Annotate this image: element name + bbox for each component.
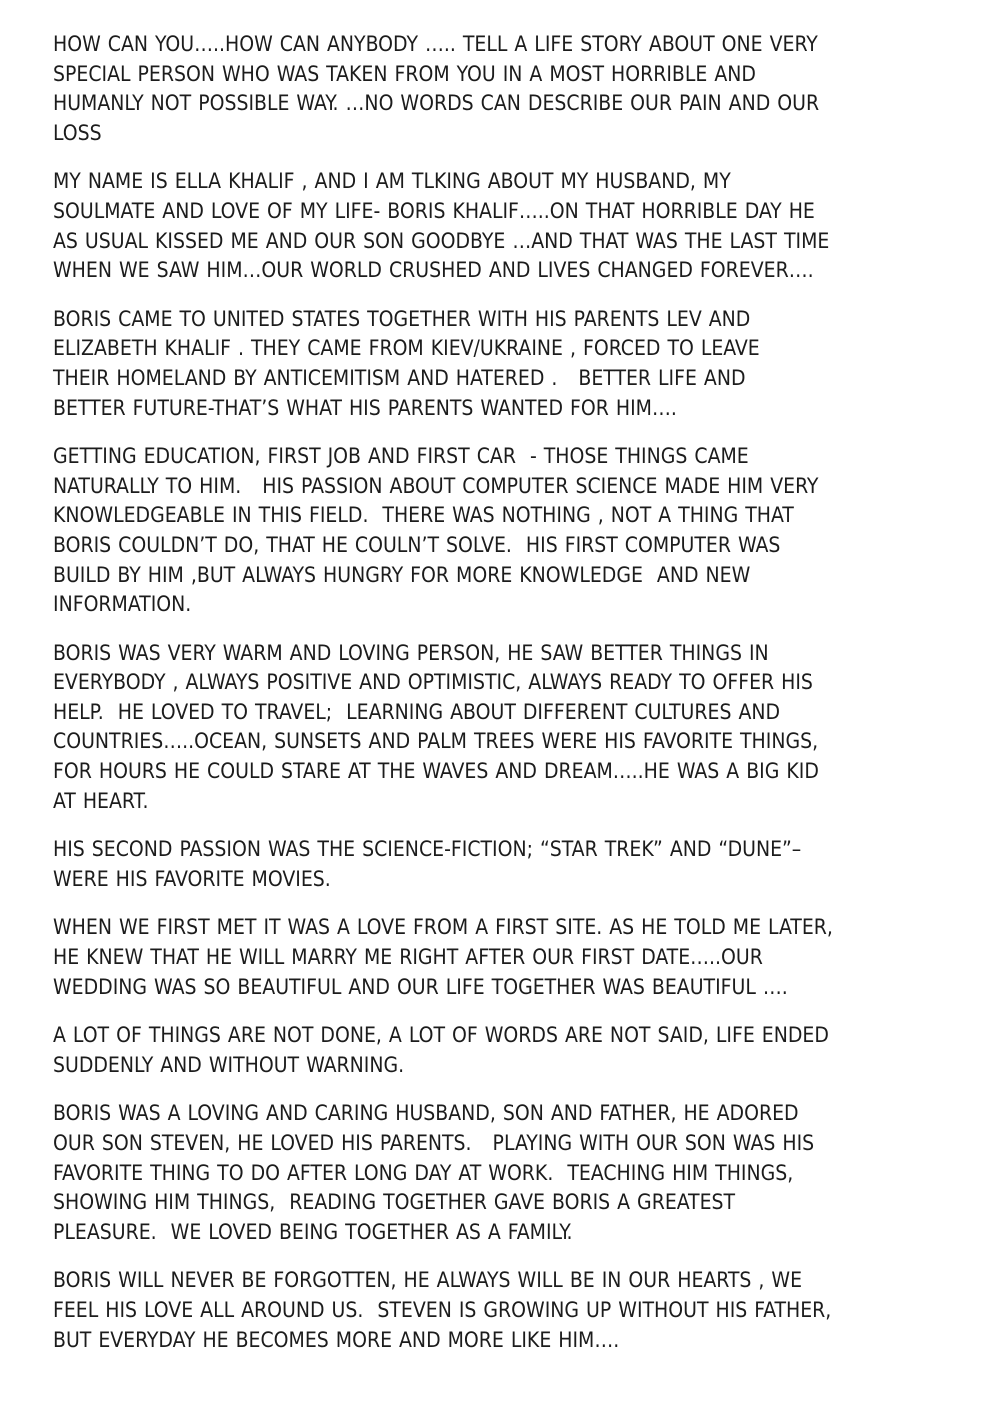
paragraph — [53, 1266, 973, 1355]
text-line: INFORMATION. — [53, 592, 192, 617]
text-line: EVERYBODY , ALWAYS POSITIVE AND OPTIMISTIC, ALWAYS READY TO OFFER HIS — [53, 670, 813, 695]
text-line: KNOWLEDGEABLE IN THIS FIELD. THERE WAS NOTHING , NOT A THING THAT — [53, 503, 794, 528]
text-line: GETTING EDUCATION, FIRST JOB AND FIRST CAR - THOSE THINGS CAME — [53, 444, 749, 469]
text-line: WEDDING WAS SO BEAUTIFUL AND OUR LIFE TOGETHER WAS BEAUTIFUL …. — [53, 974, 788, 999]
text-line: HUMANLY NOT POSSIBLE WAY. …NO WORDS CAN DESCRIBE OUR PAIN AND OUR — [53, 91, 820, 116]
text-line: THEIR HOMELAND BY ANTICEMITISM AND HATERED . BETTER LIFE AND — [53, 365, 746, 390]
text-line: BORIS WILL NEVER BE FORGOTTEN, HE ALWAYS WILL BE IN OUR HEARTS , WE — [53, 1268, 803, 1293]
text-line: SHOWING HIM THINGS, READING TOGETHER GAVE BORIS A GREATEST — [53, 1190, 736, 1215]
paragraph — [53, 913, 973, 1002]
text-line: AS USUAL KISSED ME AND OUR SON GOODBYE …AND THAT WAS THE LAST TIME — [53, 228, 830, 253]
text-line: AT HEART. — [53, 788, 149, 813]
text-line: BUT EVERYDAY HE BECOMES MORE AND MORE LIKE HIM…. — [53, 1327, 620, 1352]
text-line: BETTER FUTURE-THAT’S WHAT HIS PARENTS WANTED FOR HIM…. — [53, 395, 677, 420]
text-line: HOW CAN YOU…..HOW CAN ANYBODY ….. TELL A LIFE STORY ABOUT ONE VERY — [53, 32, 818, 56]
text-line: SPECIAL PERSON WHO WAS TAKEN FROM YOU IN A MOST HORRIBLE AND — [53, 61, 756, 86]
text-line: BORIS WAS VERY WARM AND LOVING PERSON, HE SAW BETTER THINGS IN — [53, 640, 769, 665]
text-line: HELP. HE LOVED TO TRAVEL; LEARNING ABOUT DIFFERENT CULTURES AND — [53, 699, 781, 724]
text-line: BORIS WAS A LOVING AND CARING HUSBAND, SON AND FATHER, HE ADORED — [53, 1101, 799, 1126]
paragraph — [53, 305, 973, 423]
text-line: LOSS — [53, 120, 102, 145]
paragraph — [53, 835, 973, 894]
text-line: BORIS COULDN’T DO, THAT HE COULN’T SOLVE. HIS FIRST COMPUTER WAS — [53, 532, 781, 557]
text-line: SUDDENLY AND WITHOUT WARNING. — [53, 1052, 405, 1077]
text-line: SOULMATE AND LOVE OF MY LIFE- BORIS KHALIF…..ON THAT HORRIBLE DAY HE — [53, 198, 815, 223]
paragraph — [53, 30, 973, 148]
text-line: WERE HIS FAVORITE MOVIES. — [53, 866, 331, 891]
text-line: MY NAME IS ELLA KHALIF , AND I AM TLKING ABOUT MY HUSBAND, MY — [53, 169, 731, 194]
paragraph — [53, 1099, 973, 1247]
text-line: FEEL HIS LOVE ALL AROUND US. STEVEN IS GROWING UP WITHOUT HIS FATHER, — [53, 1297, 832, 1322]
paragraph — [53, 442, 973, 620]
paragraph — [53, 167, 973, 285]
text-line: FAVORITE THING TO DO AFTER LONG DAY AT WORK. TEACHING HIM THINGS, — [53, 1160, 794, 1185]
text-line: ELIZABETH KHALIF . THEY CAME FROM KIEV/UKRAINE , FORCED TO LEAVE — [53, 336, 760, 361]
text-line: COUNTRIES…..OCEAN, SUNSETS AND PALM TREES WERE HIS FAVORITE THINGS, — [53, 729, 819, 754]
text-line: HE KNEW THAT HE WILL MARRY ME RIGHT AFTER OUR FIRST DATE…..OUR — [53, 945, 763, 970]
text-line: BORIS CAME TO UNITED STATES TOGETHER WITH HIS PARENTS LEV AND — [53, 306, 751, 331]
text-line: WHEN WE FIRST MET IT WAS A LOVE FROM A FIRST SITE. AS HE TOLD ME LATER, — [53, 915, 833, 940]
paragraph — [53, 639, 973, 817]
text-line: PLEASURE. WE LOVED BEING TOGETHER AS A FAMILY. — [53, 1219, 573, 1244]
text-line: HIS SECOND PASSION WAS THE SCIENCE-FICTION; “STAR TREK” AND “DUNE”– — [53, 837, 802, 862]
text-line: FOR HOURS HE COULD STARE AT THE WAVES AND DREAM…..HE WAS A BIG KID — [53, 759, 819, 784]
text-line: WHEN WE SAW HIM…OUR WORLD CRUSHED AND LIVES CHANGED FOREVER…. — [53, 258, 814, 283]
text-line: OUR SON STEVEN, HE LOVED HIS PARENTS. PLAYING WITH OUR SON WAS HIS — [53, 1131, 815, 1155]
memorial-text — [53, 30, 973, 1374]
text-line: NATURALLY TO HIM. HIS PASSION ABOUT COMPUTER SCIENCE MADE HIM VERY — [53, 473, 819, 498]
paragraph — [53, 1021, 973, 1080]
text-line: BUILD BY HIM ,BUT ALWAYS HUNGRY FOR MORE KNOWLEDGE AND NEW — [53, 562, 751, 587]
text-line: A LOT OF THINGS ARE NOT DONE, A LOT OF WORDS ARE NOT SAID, LIFE ENDED — [53, 1023, 829, 1048]
